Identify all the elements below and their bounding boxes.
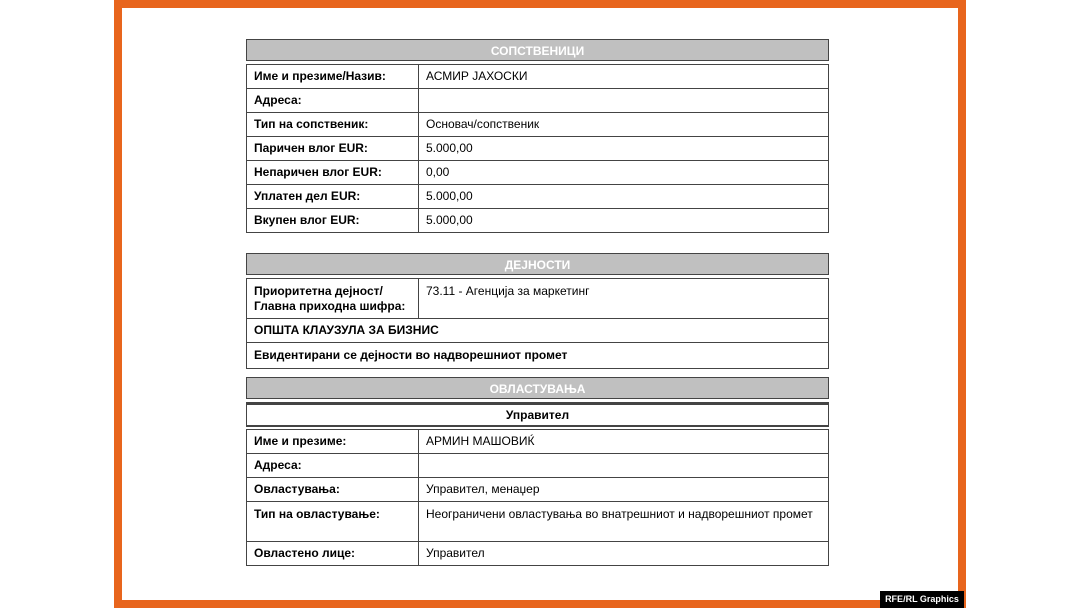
paid-part-label: Уплатен дел EUR:	[247, 185, 419, 209]
authorization-type-label: Тип на овластување:	[247, 502, 419, 542]
manager-name-value: АРМИН МАШОВИЌ	[419, 430, 829, 454]
authorizations-section	[246, 377, 829, 566]
activities-header: ДЕЈНОСТИ	[246, 253, 829, 275]
authorization-type-value: Неограничени овластувања во внатрешниот и надворешниот промет	[419, 502, 829, 542]
noncash-deposit-value: 0,00	[419, 161, 829, 185]
activities-table	[246, 278, 829, 369]
authorizations-table	[246, 429, 829, 566]
owner-name-label: Име и презиме/Назив:	[247, 65, 419, 89]
table-row	[247, 319, 829, 343]
table-row	[247, 454, 829, 478]
table-row	[247, 137, 829, 161]
table-row	[247, 161, 829, 185]
table-row	[247, 89, 829, 113]
manager-name-label: Име и презиме:	[247, 430, 419, 454]
owner-address-value	[419, 89, 829, 113]
cash-deposit-label: Паричен влог EUR:	[247, 137, 419, 161]
priority-activity-value: 73.11 - Агенција за маркетинг	[419, 279, 829, 319]
owners-section	[246, 39, 829, 233]
owners-table	[246, 64, 829, 233]
owner-name-value: АСМИР ЈАХОСКИ	[419, 65, 829, 89]
table-row	[247, 502, 829, 542]
total-deposit-label: Вкупен влог EUR:	[247, 209, 419, 233]
owner-type-value: Основач/сопственик	[419, 113, 829, 137]
table-row	[247, 65, 829, 89]
table-row	[247, 185, 829, 209]
table-row	[247, 542, 829, 566]
table-row	[247, 343, 829, 369]
table-row	[247, 478, 829, 502]
authorizations-header: ОВЛАСТУВАЊА	[246, 377, 829, 399]
authorized-person-value: Управител	[419, 542, 829, 566]
owner-type-label: Тип на сопственик:	[247, 113, 419, 137]
credit-badge: RFE/RL Graphics	[880, 591, 964, 608]
owners-header: СОПСТВЕНИЦИ	[246, 39, 829, 61]
manager-address-value	[419, 454, 829, 478]
paid-part-value: 5.000,00	[419, 185, 829, 209]
manager-subheader: Управител	[246, 402, 829, 427]
cash-deposit-value: 5.000,00	[419, 137, 829, 161]
activities-section	[246, 253, 829, 369]
table-row	[247, 209, 829, 233]
registered-activities: Евидентирани се дејности во надворешниот промет	[247, 343, 829, 369]
authorizations-label: Овластувања:	[247, 478, 419, 502]
priority-activity-label: Приоритетна дејност/ Главна приходна шифра:	[247, 279, 419, 319]
general-clause: ОПШТА КЛАУЗУЛА ЗА БИЗНИС	[247, 319, 829, 343]
table-row	[247, 113, 829, 137]
table-row	[247, 430, 829, 454]
authorized-person-label: Овластено лице:	[247, 542, 419, 566]
authorizations-value: Управител, менаџер	[419, 478, 829, 502]
manager-address-label: Адреса:	[247, 454, 419, 478]
owner-address-label: Адреса:	[247, 89, 419, 113]
noncash-deposit-label: Непаричен влог EUR:	[247, 161, 419, 185]
table-row	[247, 279, 829, 319]
total-deposit-value: 5.000,00	[419, 209, 829, 233]
